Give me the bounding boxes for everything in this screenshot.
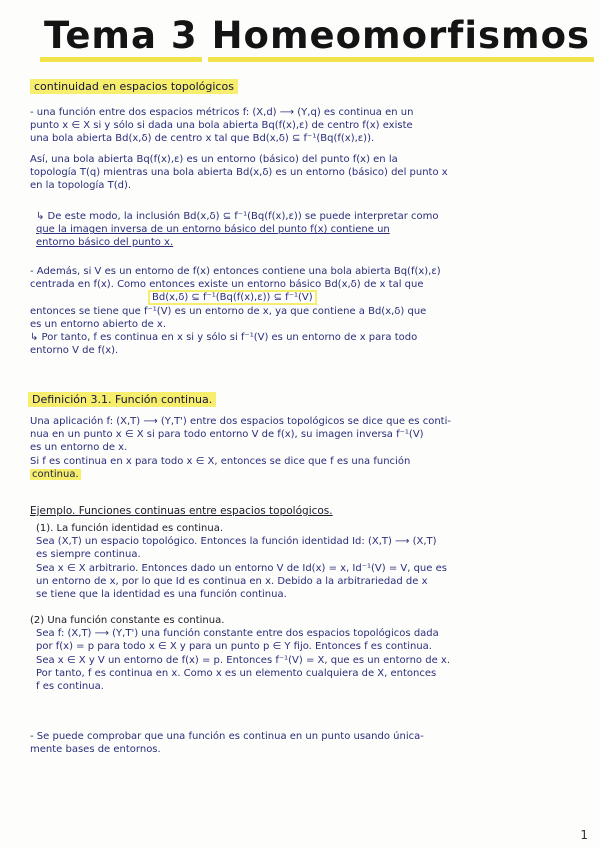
text-line: por f(x) = p para todo x ∈ X y para un punto p ∈ Y fijo. Entonces f es continua. <box>36 641 432 653</box>
text-line: un entorno de x, por lo que Id es continua en x. Debido a la arbitrariedad de x <box>36 575 428 587</box>
paragraph-1 <box>30 106 413 146</box>
text-line: Una aplicación f: (X,T) ⟶ (Y,T') entre dos espacios topológicos se dice que es conti- <box>30 416 451 427</box>
text-line: que la imagen inversa de un entorno básico del punto f(x) contiene un <box>36 224 390 236</box>
inclusion-box: Bd(x,δ) ⊆ f⁻¹(Bq(f(x),ε)) ⊆ f⁻¹(V) <box>148 290 317 305</box>
text-line: entonces se tiene que f⁻¹(V) es un entorno de x, ya que contiene a Bd(x,δ) que <box>30 305 427 317</box>
section-heading: continuidad en espacios topológicos <box>30 80 238 93</box>
title-part1: Tema 3 <box>40 14 202 62</box>
text-line: entorno V de f(x). <box>30 345 119 357</box>
text-line: - una función entre dos espacios métricos f: (X,d) ⟶ (Y,q) es continua en un <box>30 107 414 118</box>
text-line: ↳ Por tanto, f es continua en x si y sólo si f⁻¹(V) es un entorno de x para todo <box>30 331 418 343</box>
text-line: entorno básico del punto x. <box>36 237 174 249</box>
text-line: topología T(q) mientras una bola abierta Bd(x,δ) es un entorno (básico) del punto x <box>30 167 448 179</box>
title-part2: Homeomorfismos <box>208 14 594 62</box>
text-line: es un entorno abierto de x. <box>30 318 167 330</box>
paragraph-5 <box>30 730 424 756</box>
text-line: nua en un punto x ∈ X si para todo entorno V de f(x), su imagen inversa f⁻¹(V) <box>30 429 424 441</box>
text-line: centrada en f(x). Como entonces existe un entorno básico Bd(x,δ) de x tal que <box>30 279 424 291</box>
example-2-title: (2) Una función constante es continua. <box>30 615 225 626</box>
example-1 <box>36 522 447 601</box>
paragraph-4 <box>30 265 441 357</box>
text-line: Si f es continua en x para todo x ∈ X, entonces se dice que f es una función <box>30 455 411 467</box>
example-2 <box>30 614 450 693</box>
example-heading: Ejemplo. Funciones continuas entre espacios topológicos. <box>30 505 333 517</box>
text-line: continua. <box>32 468 79 480</box>
text-line: es siempre continua. <box>36 549 141 561</box>
text-line: Sea x ∈ X arbitrario. Entonces dado un entorno V de Id(x) = x, Id⁻¹(V) = V, que es <box>36 562 447 574</box>
text-line: es un entorno de x. <box>30 442 128 454</box>
text-line <box>30 291 441 304</box>
text-line: Por tanto, f es continua en x. Como x es un elemento cualquiera de X, entonces <box>36 667 437 679</box>
text-line: Sea x ∈ X y V un entorno de f(x) = p. Entonces f⁻¹(V) = X, que es un entorno de x. <box>36 654 451 666</box>
page-title <box>40 14 594 57</box>
text-line: punto x ∈ X si y sólo si dada una bola abierta Bq(f(x),ε) de centro f(x) existe <box>30 120 413 132</box>
text-line: se tiene que la identidad es una función continua. <box>36 588 287 600</box>
definition-heading: Definición 3.1. Función continua. <box>28 393 216 406</box>
text-line: ↳ De este modo, la inclusión Bd(x,δ) ⊆ f⁻¹(Bq(f(x),ε)) se puede interpretar como <box>36 211 439 222</box>
text-line: Sea (X,T) un espacio topológico. Entonces la función identidad Id: (X,T) ⟶ (X,T) <box>36 536 437 548</box>
text-line: - Además, si V es un entorno de f(x) entonces contiene una bola abierta Bq(f(x),ε) <box>30 266 441 277</box>
text-line: Sea f: (X,T) ⟶ (Y,T') una función constante entre dos espacios topológicos dada <box>36 628 439 640</box>
paragraph-3 <box>36 210 438 250</box>
text-line: una bola abierta Bd(x,δ) de centro x tal que Bd(x,δ) ⊆ f⁻¹(Bq(f(x),ε)). <box>30 133 375 145</box>
example-1-title: (1). La función identidad es continua. <box>36 523 224 534</box>
paragraph-2 <box>30 153 448 193</box>
page-number: 1 <box>580 828 588 842</box>
text-line: Así, una bola abierta Bq(f(x),ε) es un entorno (básico) del punto f(x) en la <box>30 154 398 165</box>
text-line: en la topología T(d). <box>30 180 132 192</box>
text-line: - Se puede comprobar que una función es continua en un punto usando única- <box>30 731 424 742</box>
text-line: f es continua. <box>36 680 104 692</box>
text-line: mente bases de entornos. <box>30 744 161 756</box>
definition-text <box>30 415 451 481</box>
